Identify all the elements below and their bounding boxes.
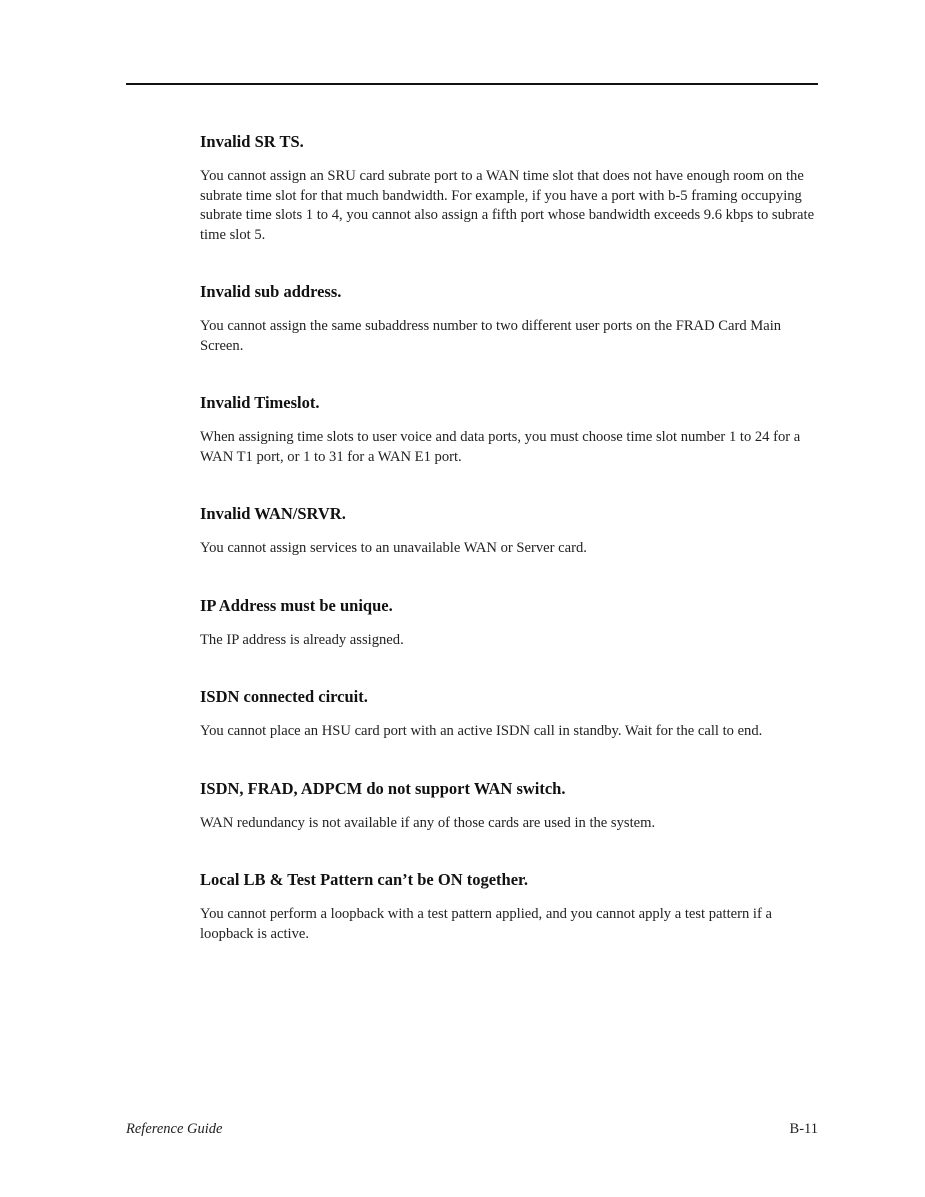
message-description: You cannot assign the same subaddress number to two different user ports on the FRAD Card Main Screen. xyxy=(200,318,782,354)
message-description: You cannot perform a loopback with a test pattern applied, and you cannot apply a test pattern if a loopback is active. xyxy=(200,906,772,942)
message-entry xyxy=(200,393,818,467)
header-rule xyxy=(126,83,818,85)
footer-document-title: Reference Guide xyxy=(126,1121,223,1137)
message-heading: Invalid WAN/SRVR. xyxy=(200,504,346,523)
message-description: You cannot assign an SRU card subrate port to a WAN time slot that does not have enough room on the subrate time slot for that much bandwidth. For example, if you have a port with b-5 framing occupying subrate time slots 1 to 4, you cannot also assign a fifth port whose bandwidth exceeds 9.6 kbps to subrate time slot 5. xyxy=(200,168,815,243)
message-entry xyxy=(200,132,818,245)
message-entry xyxy=(200,504,818,559)
message-heading: Invalid Timeslot. xyxy=(200,393,320,412)
message-heading: Invalid sub address. xyxy=(200,282,342,301)
message-description: WAN redundancy is not available if any of those cards are used in the system. xyxy=(200,814,656,831)
message-entry xyxy=(200,687,818,742)
message-heading: ISDN, FRAD, ADPCM do not support WAN switch. xyxy=(200,778,566,798)
message-description: You cannot assign services to an unavailable WAN or Server card. xyxy=(200,540,587,556)
message-entry xyxy=(200,779,818,834)
message-heading: IP Address must be unique. xyxy=(200,595,393,615)
message-heading: Invalid SR TS. xyxy=(200,132,304,151)
message-heading: Local LB & Test Pattern can’t be ON together. xyxy=(200,870,528,889)
message-description: You cannot place an HSU card port with an active ISDN call in standby. Wait for the call to end. xyxy=(200,723,763,739)
message-description: The IP address is already assigned. xyxy=(200,631,404,648)
message-heading: ISDN connected circuit. xyxy=(200,687,368,706)
message-description: When assigning time slots to user voice and data ports, you must choose time slot number 1 to 24 for a WAN T1 port, or 1 to 31 for a WAN E1 port. xyxy=(200,429,801,465)
message-list xyxy=(200,132,818,944)
message-entry xyxy=(200,870,818,944)
footer-page-number: B-11 xyxy=(789,1121,818,1137)
message-entry xyxy=(200,282,818,356)
message-entry xyxy=(200,596,818,651)
